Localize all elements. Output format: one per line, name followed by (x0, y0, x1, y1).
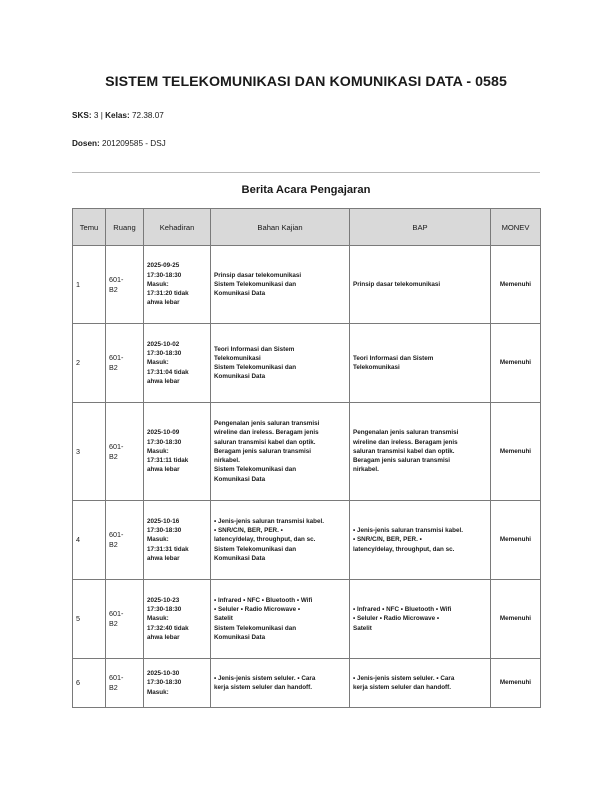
cell-ruang (106, 580, 144, 659)
course-meta-sks-kelas (72, 111, 164, 120)
cell-monev: Memenuhi (491, 501, 541, 580)
kehadiran-text: 2025-09-25 17:30-18:30 Masuk: 17:31:20 tidak ahwa lebar (147, 262, 189, 307)
sks-value: 3 (93, 111, 99, 120)
cell-ruang (106, 403, 144, 501)
table-row (73, 501, 541, 580)
kelas-label: Kelas: (105, 111, 130, 120)
meta-separator: | (100, 111, 103, 120)
course-title: SISTEM TELEKOMUNIKASI DAN KOMUNIKASI DATA - 0585 (105, 74, 507, 90)
table-row (73, 580, 541, 659)
cell-kehadiran (144, 501, 211, 580)
cell-ruang (106, 324, 144, 403)
dosen-value: 201209585 - DSJ (102, 139, 166, 148)
ruang-text: 601- B2 (109, 441, 124, 461)
cell-bahan-kajian (211, 246, 350, 324)
header-bahan-kajian: Bahan Kajian (211, 209, 350, 246)
kehadiran-text: 2025-10-16 17:30-18:30 Masuk: 17:31:31 tidak ahwa lebar (147, 517, 189, 562)
header-ruang: Ruang (106, 209, 144, 246)
cell-monev: Memenuhi (491, 403, 541, 501)
kehadiran-text: 2025-10-09 17:30-18:30 Masuk: 17:31:11 tidak ahwa lebar (147, 429, 189, 474)
cell-monev: Memenuhi (491, 580, 541, 659)
cell-bap (350, 501, 491, 580)
cell-bap (350, 580, 491, 659)
kehadiran-text: 2025-10-30 17:30-18:30 Masuk: (147, 670, 182, 696)
bap-text: Prinsip dasar telekomunikasi (353, 280, 441, 288)
cell-bap (350, 246, 491, 324)
kehadiran-text: 2025-10-02 17:30-18:30 Masuk: 17:31:04 tidak ahwa lebar (147, 340, 189, 385)
cell-ruang (106, 246, 144, 324)
cell-temu: 5 (73, 580, 106, 659)
table-row (73, 246, 541, 324)
header-bap: BAP (350, 209, 491, 246)
cell-kehadiran (144, 246, 211, 324)
cell-temu: 3 (73, 403, 106, 501)
bap-text: Pengenalan jenis saluran transmisi wireline dan ireless. Beragam jenis saluran transmisi kabel dan optik. Beragam jenis saluran transmisi nirkabel. (353, 429, 459, 474)
cell-ruang (106, 501, 144, 580)
ruang-text: 601- B2 (109, 673, 124, 692)
cell-temu: 1 (73, 246, 106, 324)
ruang-text: 601- B2 (109, 353, 124, 372)
bahan-kajian-text: • Jenis-jenis saluran transmisi kabel. • SNR/C/N, BER, PER. • latency/delay, throughput, dan sc. Sistem Telekomunikasi dan Komunikasi Data (214, 517, 324, 562)
cell-bap (350, 403, 491, 501)
table-row (73, 659, 541, 708)
cell-bahan-kajian (211, 324, 350, 403)
cell-temu: 6 (73, 659, 106, 708)
cell-kehadiran (144, 580, 211, 659)
table-row (73, 403, 541, 501)
cell-temu: 4 (73, 501, 106, 580)
ruang-text: 601- B2 (109, 530, 124, 549)
cell-bahan-kajian (211, 501, 350, 580)
cell-bahan-kajian (211, 659, 350, 708)
cell-ruang (106, 659, 144, 708)
header-kehadiran: Kehadiran (144, 209, 211, 246)
cell-kehadiran (144, 659, 211, 708)
cell-bahan-kajian (211, 580, 350, 659)
cell-bahan-kajian (211, 403, 350, 501)
cell-temu: 2 (73, 324, 106, 403)
dosen-label: Dosen: (72, 139, 100, 148)
cell-monev: Memenuhi (491, 324, 541, 403)
cell-bap (350, 324, 491, 403)
bap-text: • Infrared • NFC • Bluetooth • Wifi • Seluler • Radio Microwave • Satelit (353, 606, 452, 632)
table-header-row (73, 209, 541, 246)
table-row (73, 324, 541, 403)
kehadiran-text: 2025-10-23 17:30-18:30 Masuk: 17:32:40 tidak ahwa lebar (147, 596, 189, 641)
bap-text: Teori Informasi dan Sistem Telekomunikasi (353, 354, 434, 371)
course-meta-dosen (72, 139, 166, 148)
cell-monev: Memenuhi (491, 246, 541, 324)
ruang-text: 601- B2 (109, 274, 124, 294)
section-divider (72, 172, 540, 173)
header-monev: MONEV (491, 209, 541, 246)
bap-table (72, 208, 541, 708)
cell-kehadiran (144, 403, 211, 501)
kelas-value: 72.38.07 (131, 111, 164, 120)
bap-text: • Jenis-jenis saluran transmisi kabel. • SNR/C/N, BER, PER. • latency/delay, throughput, dan sc. (353, 527, 463, 553)
cell-monev: Memenuhi (491, 659, 541, 708)
bahan-kajian-text: Pengenalan jenis saluran transmisi wireline dan ireless. Beragam jenis saluran transmisi kabel dan optik. Beragam jenis saluran transmisi nirkabel. Sistem Telekomunikasi dan Komunikasi Data (214, 420, 320, 483)
bahan-kajian-text: • Infrared • NFC • Bluetooth • Wifi • Seluler • Radio Microwave • Satelit Sistem Telekomunikasi dan Komunikasi Data (214, 596, 313, 641)
bahan-kajian-text: Prinsip dasar telekomunikasi Sistem Telekomunikasi dan Komunikasi Data (214, 271, 302, 298)
header-temu: Temu (73, 209, 106, 246)
bap-text: • Jenis-jenis sistem seluler. • Cara kerja sistem seluler dan handoff. (353, 674, 455, 691)
section-title: Berita Acara Pengajaran (241, 184, 371, 196)
ruang-text: 601- B2 (109, 609, 124, 628)
sks-label: SKS: (72, 111, 92, 120)
cell-bap (350, 659, 491, 708)
cell-kehadiran (144, 324, 211, 403)
bahan-kajian-text: Teori Informasi dan Sistem Telekomunikasi Sistem Telekomunikasi dan Komunikasi Data (214, 345, 297, 381)
bahan-kajian-text: • Jenis-jenis sistem seluler. • Cara kerja sistem seluler dan handoff. (214, 674, 316, 691)
